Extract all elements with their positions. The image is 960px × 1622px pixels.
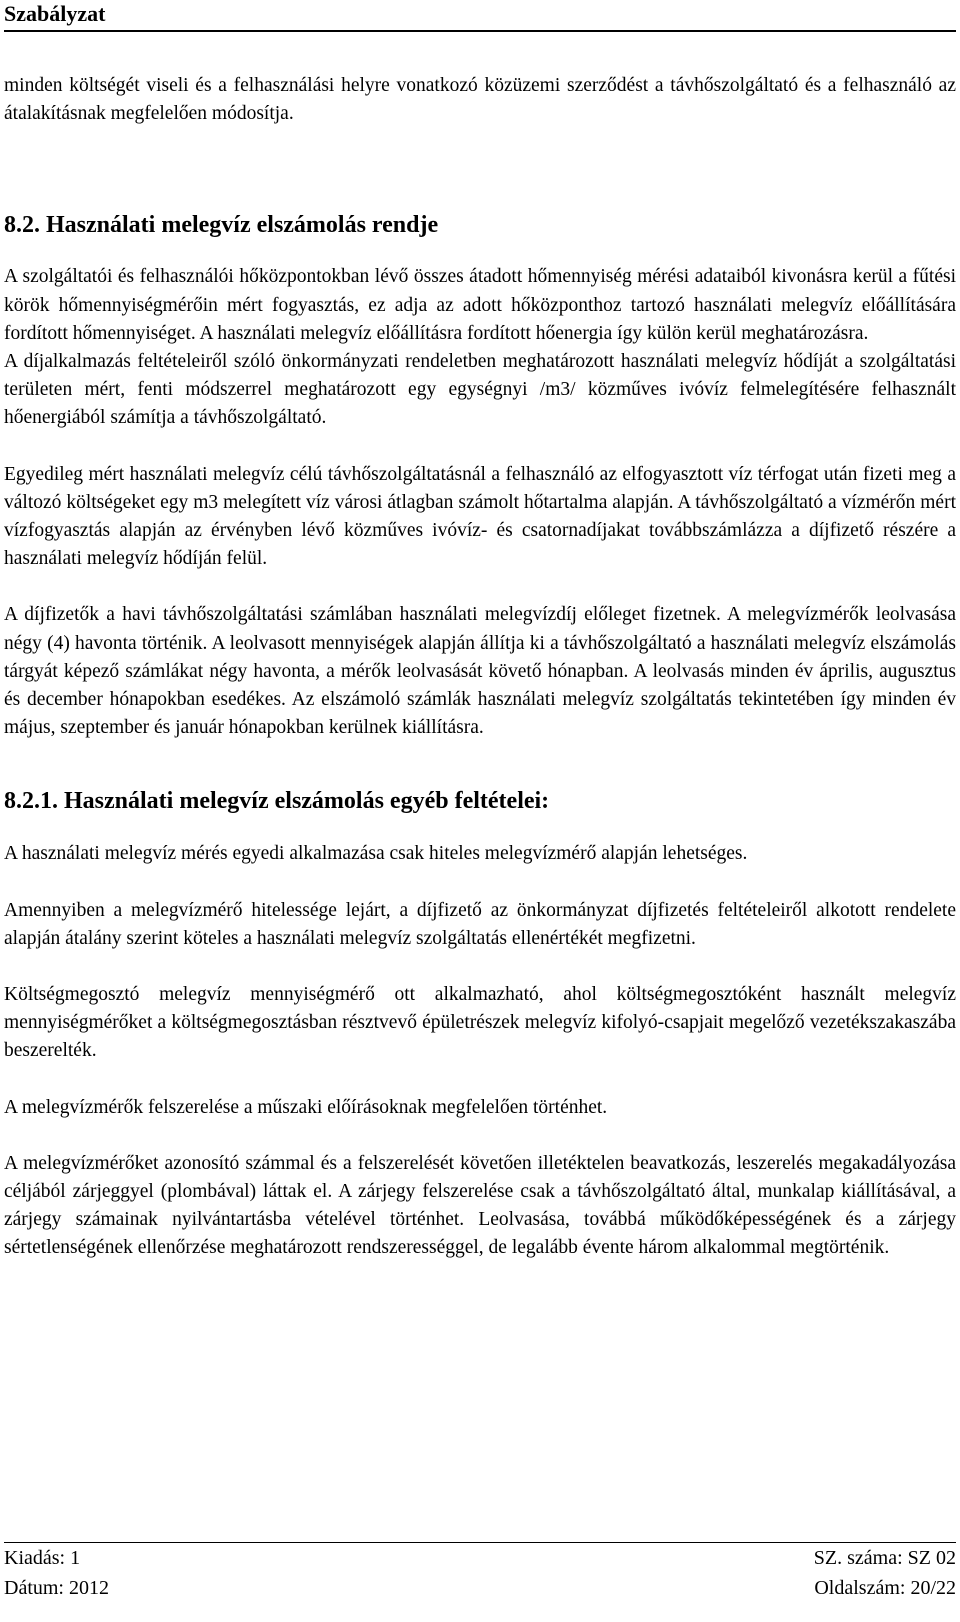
paragraph-certified-meter: A használati melegvíz mérés egyedi alkalmazása csak hiteles melegvízmérő alapján lehetséges.	[4, 843, 748, 865]
paragraph-cost-allocation-meter: Költségmegosztó melegvíz mennyiségmérő ott alkalmazható, ahol költségmegosztóként használt melegvíz mennyiségmérőket a költségmegosztásban résztvevő épületrészek melegvíz kifolyó-csapjait megelőző vezetékszakaszába beszerelték.	[4, 984, 956, 1062]
footer-date: Dátum: 2012	[4, 1577, 109, 1599]
page-footer	[4, 1542, 956, 1603]
paragraph-billing-schedule: A díjfizetők a havi távhőszolgáltatási számlában használati melegvízdíj előleget fizetnek. A melegvízmérők leolvasása négy (4) havonta történik. A leolvasott mennyiségek alapján állítja ki a távhőszolgáltató a használati melegvíz elszámolás tárgyát képező számlákat négy havonta, a mérők leolvasását követő hónapban. A leolvasás minden év április, augusztus és december hónapokban esedékes. Az elszámoló számlák használati melegvíz szolgáltatás tekintetében így minden év május, szeptember és január hónapokban kerülnek kiállításra.	[4, 604, 956, 739]
paragraph-meter-sealing: A melegvízmérőket azonosító számmal és a felszerelését követően illetéktelen beavatkozás, leszerelés megakadályozása céljából zárjeggyel (plombával) láttak el. A zárjegy felszerelése csak a távhőszolgáltató által, munkalap kiállításával, a zárjegy számainak nyilvántartásba vételével történhet. Leolvasása, továbbá működőképességének és a zárjegy sértetlenségének ellenőrzése meghatározott rendszerességgel, de legalább évente három alkalommal megtörténik.	[4, 1152, 956, 1259]
paragraph-continuation: minden költségét viseli és a felhasználási helyre vonatkozó közüzemi szerződést a távhőszolgáltató és a felhasználó az átalakításnak megfelelően módosítja.	[4, 75, 956, 125]
section-8-2-1-heading: 8.2.1. Használati melegvíz elszámolás egyéb feltételei:	[4, 788, 550, 815]
footer-row-1	[4, 1543, 956, 1573]
footer-edition: Kiadás: 1	[4, 1547, 81, 1569]
document-body	[4, 72, 956, 1263]
paragraph-meter-installation: A melegvízmérők felszerelése a műszaki előírásoknak megfelelően történhet.	[4, 1096, 608, 1118]
footer-row-2	[4, 1573, 956, 1603]
paragraph-expired-meter: Amennyiben a melegvízmérő hitelessége lejárt, a díjfizető az önkormányzat díjfizetés feltételeiről alkotott rendelete alapján átalány szerint köteles a használati melegvíz szolgáltatás ellenértékét megfizetni.	[4, 899, 956, 949]
paragraph-heat-measurement: A szolgáltatói és felhasználói hőközpontokban lévő összes átadott hőmennyiség mérési adataiból kivonásra kerül a fűtési körök hőmennyiségmérőin mért fogyasztás, ez adja az adott hőközponthoz tartozó használati melegvíz előállítására fordított hőmennyiséget. A használati melegvíz előállításra fordított hőenergia így külön kerül meghatározásra.	[4, 266, 956, 344]
footer-document-number: SZ. száma: SZ 02	[813, 1547, 956, 1569]
paragraph-tariff: A díjalkalmazás feltételeiről szóló önkormányzati rendeletben meghatározott használati melegvíz hődíját a szolgáltatási területen mért, fenti módszerrel meghatározott egy egységnyi /m3/ közműves ivóvíz felmelegítésére felhasznált hőenergiából számítja a távhőszolgáltató.	[4, 351, 956, 429]
section-8-2-heading: 8.2. Használati melegvíz elszámolás rendje	[4, 212, 439, 239]
page-header	[4, 0, 956, 32]
paragraph-individual-metering: Egyedileg mért használati melegvíz célú távhőszolgáltatásnál a felhasználó az elfogyasztott víz térfogat után fizeti meg a változó költségeket egy m3 melegített víz városi átlagban számolt hőtartalma alapján. A távhőszolgáltató a vízmérőn mért vízfogyasztás alapján az érvényben lévő közműves ivóvíz- és csatornadíjakat továbbszámlázza a díjfizető részére a használati melegvíz hődíján felül.	[4, 463, 956, 570]
footer-page-number: Oldalszám: 20/22	[814, 1577, 956, 1599]
header-title: Szabályzat	[4, 1, 106, 26]
